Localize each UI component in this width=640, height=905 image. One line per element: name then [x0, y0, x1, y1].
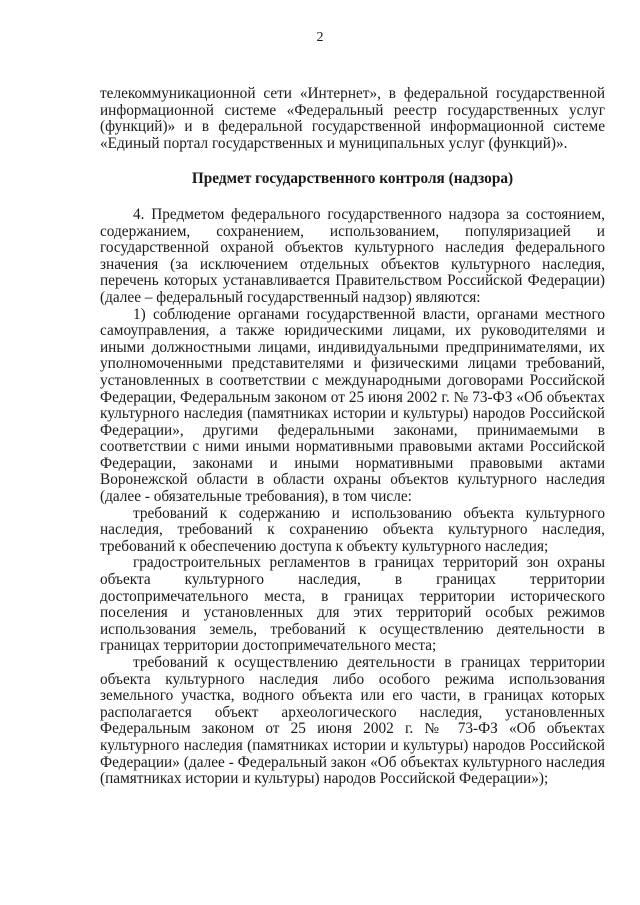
- intro-paragraph: телекоммуникационной сети «Интернет», в федеральной государственной информационной системе «Федеральный реестр государственных услуг (функций)» и в федеральной государственной информационной системе «Единый портал государственных и муниципальных услуг (функций)».: [100, 85, 605, 152]
- page-number: 2: [316, 30, 324, 45]
- paragraph-urban-regulations: градостроительных регламентов в границах территорий зон охраны объекта культурного наследия, в границах территории достопримечательного места, в границах территории исторического поселения и установленных для этих территорий особых режимов использования земель, требований к осуществлению деятельности в границах территории достопримечательного места;: [100, 554, 605, 655]
- paragraph-requirements-content: требований к содержанию и использованию объекта культурного наследия, требований к сохранению объекта культурного наследия, требований к обеспечению доступа к объекту культурного наследия;: [100, 504, 605, 555]
- paragraph-item-4: 4. Предметом федерального государственного надзора за состоянием, содержанием, сохранением, использованием, популяризацией и государственной охраной объектов культурного наследия федерального значения (за исключением отдельных объектов культурного наследия, перечень которых устанавливается Правительством Российской Федерации) (далее – федеральный государственный надзор) являются:: [100, 205, 605, 306]
- section-heading: Предмет государственного контроля (надзора): [191, 170, 514, 188]
- paragraph-archaeological-requirements: требований к осуществлению деятельности в границах территории объекта культурного наследия либо особого режима использования земельного участка, водного объекта или его части, в границах которых располагается объект археологического наследия, установленных Федеральным законом от 25 июня 2002 г. № 73-ФЗ «Об объектах культурного наследия (памятниках истории и культуры) народов Российской Федерации» (далее - Федеральный закон «Об объектах культурного наследия (памятниках истории и культуры) народов Российской Федерации»);: [100, 654, 605, 788]
- document-body: [100, 86, 605, 788]
- paragraph-subitem-1: 1) соблюдение органами государственной власти, органами местного самоуправления, а также юридическими лицами, их руководителями и иными должностными лицами, индивидуальными предпринимателями, их уполномоченными представителями и физическими лицами требований, установленных в соответствии с международными договорами Российской Федерации, Федеральным законом от 25 июня 2002 г. № 73-ФЗ «Об объектах культурного наследия (памятниках истории и культуры) народов Российской Федерации», другими федеральными законами, принимаемыми в соответствии с ними иными нормативными правовыми актами Российской Федерации, законами и иными нормативными правовыми актами Воронежской области в области охраны объектов культурного наследия (далее - обязательные требования), в том числе:: [100, 305, 605, 506]
